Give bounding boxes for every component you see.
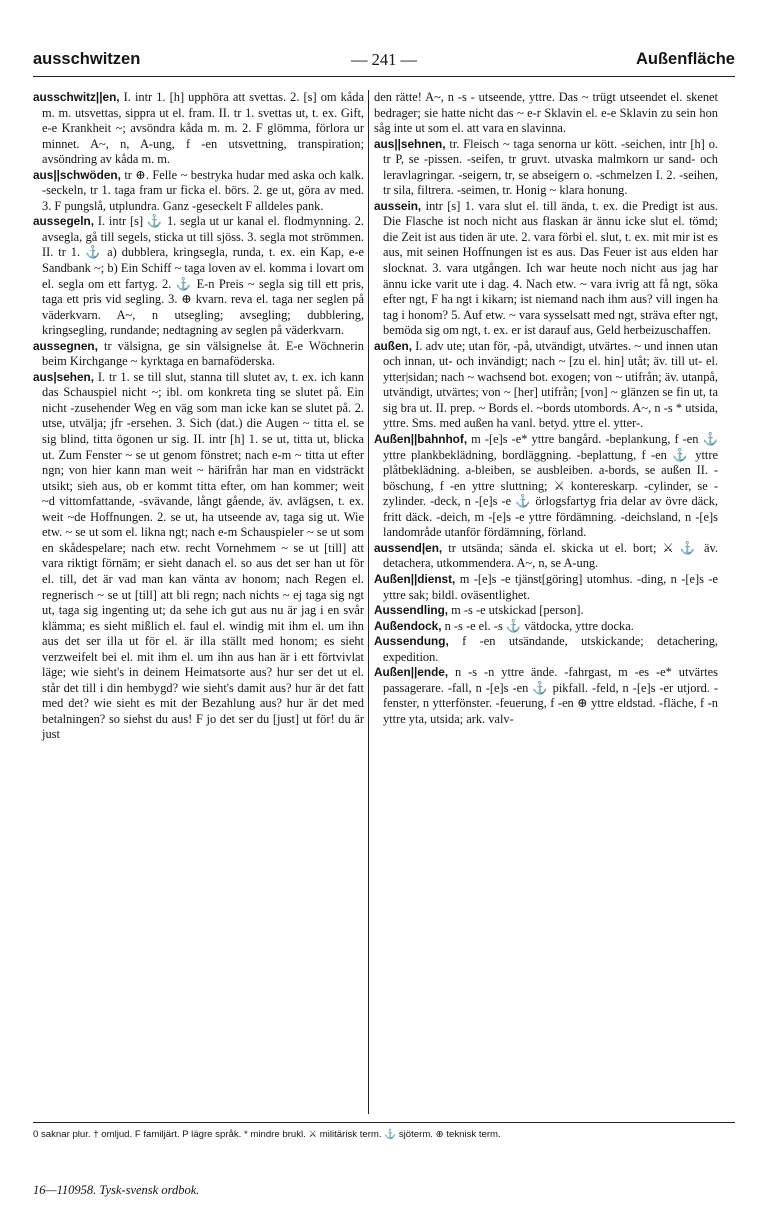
entry [33,168,364,215]
headword: aus|sehen, [33,369,95,384]
headword: Aussendung, [374,634,449,649]
entry-text: n -s -n yttre ände. -fahrgast, m -es -e* utvärtes passagerare. -fall, n -[e]s -en ⚓ pikfall. -feld, n -[e]s -er utjord. -fenster, n ytterfönster. -feuerung, f -en ⊕ yttre eldstad. -fläche, f -n yttre yta, utsida; ark. valv- [383,665,718,726]
headword: aussend|en, [374,540,443,555]
entry-text: tr. Fleisch ~ taga senorna ur kött. -seichen, intr [h] o. tr P, se -pissen. -seifen, tr gruvt. utvaska malmkorn ur sand- och leravlagringar. -seigern, tr, se abseigern o. -schmelzen I. 2. -seihen, tr sila, filtrera. -seimen, tr. Honig ~ klara honung. [383,136,718,198]
entry-continued [374,90,718,137]
entry [374,665,718,727]
headword: aussein, [374,198,422,213]
running-head-left: ausschwitzen [33,50,141,68]
entry [374,339,718,432]
headword: Außen||bahnhof, [374,432,468,447]
entry [374,572,718,603]
page-number: — 241 — [351,50,417,69]
entry [33,370,364,743]
headword: Außen||ende, [374,665,449,680]
entry [374,541,718,572]
headword: Außendock, [374,618,442,633]
entry [374,137,718,199]
headword: außen, [374,338,413,353]
entry [374,634,718,665]
entry-text: den rätte! A~, n -s - utseende, yttre. Das ~ trügt utseendet el. skenet bedrager; sie hatte nicht das ~ e-r Sklavin el. e-e Sklavin zu sein hon såg inte ut som el. att vara en slavinna. [374,90,718,136]
entry-text: m -s -e utskickad [person]. [448,603,584,618]
entry [374,199,718,339]
entry-text: I. tr 1. se till slut, stanna till slutet av, t. ex. ich kann das Schauspiel nicht ~; ibl. om konkreta ting se slutet på. Ein nicht -zusehender Weg en väg som man icke kan se slutet på. 2. utse, utvälja; jfr -ersehen. 3. Sich (dat.) die Augen ~ titta el. se sig blind, titta ögonen ur sig. II. intr [h] 1. se ut, titta ut, blicka ut. Zum Fenster ~ se ut genom fönstret; nach e-m ~ titta ut efter ngn; von hier kann man weit ~ härifrån har man en vidsträckt utsikt; sieh aus, ob er kommt titta efter, om han kommer; weit ~d vittomfattande, -svävande, långt gående, äv. avlägsen, t. ex. weit ~de Hoffnungen. 2. se ut, ha utseende av, taga sig ut. Wie etw. ~ se ut som el. likna ngt; nach e-m Schauspieler ~ se ut som en skådespelare; nach etw. recht Vornehmem ~ se ut [till] att vara riktigt förnäm; er sieht danach el. so aus det ser han ut för el. till, det är vad man kan vänta av honom; nach Regen el. regnerisch ~ se ut [till] att bli regn; nach nichts ~ ej taga sig ngt ut, taga sig ingenting ut; da sehe ich gut aus nu är jag i en svår klämma; es sieht mißlich el. faul el. windig mit ihm el. um ihn aus det ser illa ut för el. är illa ställt med honom; es sieht verzweifelt bei el. mit ihm el. um ihn aus han är i ett förtvivlat läge; wie sieht's in deinem Heimatsorte aus? hur ser det ut el. står det till i din hembygd? wie sieht's damit aus? hur är det fatt med det? wie sieht es mit der Bezahlung aus? hur är det med betalningen? so siehst du aus! F jo det ser du [just] ut för! du är just [42,369,364,742]
entry-text: m -[e]s -e tjänst[göring] utomhus. -ding, n -[e]s -e yttre sak; bildl. oväsentlighet. [383,571,718,602]
entry-text: I. adv ute; utan för, -på, utvändigt, utvärtes. ~ und innen utan och innan, ut- och invändigt; nach ~ [zu el. hin] utåt; äv. till ut- el. ytter|sidan; nach ~ wachsend bot. exogen; von ~ utifrån; äv. utanpå, utvändigt, utvärtes; von ~ [her] utifrån; [von] ~ glänzen se fin ut, ta sig bra ut. II. prep. ~ Bords el. ~bords utombords. A~, n -s * utsida, yttre. Sms. med außen ha vanl. betyd. yttre el. ytter-. [383,338,718,431]
entry [33,339,364,370]
right-column [374,90,718,1120]
legend-rule [33,1122,735,1123]
entry-text: n -s -e el. -s ⚓ vätdocka, yttre docka. [441,618,634,633]
entry-text: tr välsigna, ge sin välsignelse åt. E-e Wöchnerin beim Kirchgange ~ kyrktaga en barnaföderska. [42,338,364,369]
entry-text: tr ⊕. Felle ~ bestryka hudar med aska och kalk. -seckeln, tr 1. taga fram ur ficka el. börs. 2. ge ut, göra av med. 3. F pungslå, utplundra. Ganz -geseckelt F alldeles pank. [42,167,364,213]
entry-text: tr utsända; sända el. skicka ut el. bort; ⚔ ⚓ äv. detachera, utkommendera. A~, n, se A-ung. [383,540,718,571]
headword: aus||schwöden, [33,167,121,182]
entry-text: I. intr 1. [h] upphöra att svettas. 2. [s] om kåda m. m. utsvettas, sippra ut el. fram. II. tr 1. svettas ut, t. ex. Gift, e-e Krankheit ~; avsöndra kåda m. m. 2. F glömma, förlora ur minnet. A~, n, A-ung, f -en utsvettning, transpiration; avsöndring av kåda m. m. [42,90,364,167]
headword: aussegeln, [33,214,94,229]
entry [374,619,718,635]
entry [33,90,364,168]
running-head-right: Außenfläche [635,50,735,68]
entry-text: I. intr [s] ⚓ 1. segla ut ur kanal el. flodmynning. 2. avsegla, gå till segels, sticka ut till sjöss. 3. segla mot strömmen. II. tr 1. ⚓ a) dubblera, kringsegla, runda, t. ex. ein Kap, e-e Sandbank ~; b) Ein Schiff ~ taga loven av el. komma i lovart om el. segla om ett fartyg. 2. ⚓ E-n Preis ~ segla sig till ett pris, taga ett pris vid segling. 3. ⊕ kvarn. reva el. taga ner seglen på väderkvarn. A~, n utsegling; avsegling; dubblering, kringsegling, rundande; nedtagning av seglen på väderkvarn. [42,214,364,338]
entry-text: f -en utsändande, utskickande; detachering, expedition. [383,634,718,664]
headword: aus||sehnen, [374,136,446,151]
headword: aussegnen, [33,338,98,353]
headword: Aussendling, [374,603,449,618]
printer-footer: 16—110958. Tysk-svensk ordbok. [33,1183,200,1197]
left-column [33,90,364,1120]
column-divider [368,90,369,1114]
entry [374,603,718,619]
entry [374,432,718,541]
entry-text: m -[e]s -e* yttre bangård. -beplankung, f -en ⚓ yttre plankbeklädning, bordläggning. -beplattung, f -en ⚓ yttre plåtbeklädning. a-bleiben, se ausbleiben. a-bords, se außen II. -böschung, f -en yttre sluttning; ⚔ kontereskarp. -cylinder, se -zylinder. -deck, n -[e]s -e ⚓ örlogsfartyg fria delar av övre däck, fritt däck. -deich, m -[e]s -e yttre fördämning. -deichsland, n -[e]s landområde utanför fördämning, förland. [383,432,718,540]
entry [33,214,364,338]
headword: Außen||dienst, [374,571,456,586]
headword: ausschwitz||en, [33,90,120,104]
entry-text: intr [s] 1. vara slut el. till ända, t. ex. die Predigt ist aus. Die Flasche ist noch nicht aus flaskan är ännu icke slut el. tömd; die Zeit ist aus tiden är ute. 2. vara förbi el. slut, t. ex. mit mir ist es aus, mit seinen Hoffnungen ist es aus. Das Feuer ist aus elden har slocknat. 3. vara utgången. Ich war heute noch nicht aus jag har ännu icke varit ute i dag. 4. Nach etw. ~ vara ivrig att få ngt, söka efter ngt, F ha ngt i kikarn; ist niemand nach ihm aus? vill ingen ha tag i honom? 5. Auf etw. ~ vara sysselsatt med ngt, sträva efter ngt, bemöda sig om ngt, t. ex. er ist darauf aus, Geld herbeizuschaffen. [383,198,718,338]
header-rule [33,76,735,77]
symbol-legend: 0 saknar plur. † omljud. F familjärt. P lägre språk. * mindre brukl. ⚔ militärisk term. ⚓ sjöterm. ⊕ teknisk term. [33,1129,501,1140]
